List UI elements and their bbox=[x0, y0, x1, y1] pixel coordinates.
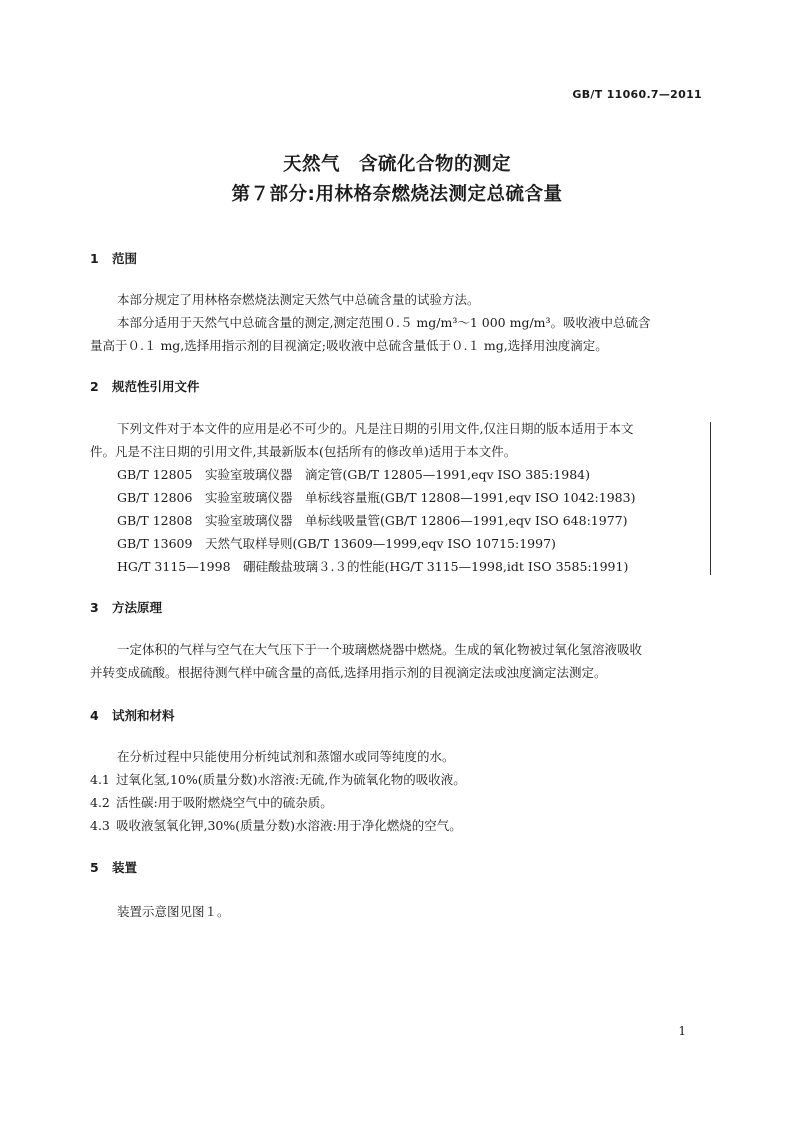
clause-number: 4.3 bbox=[90, 818, 110, 833]
section-1-number: 1 bbox=[90, 251, 99, 266]
section-1-paragraph-2b: 量高于０.１ mg,选择用指示剂的目视滴定;吸收液中总硫含量低于０.１ mg,选择用浊度滴定。 bbox=[90, 338, 608, 353]
section-5-heading bbox=[90, 858, 137, 876]
section-4-title: 试剂和材料 bbox=[112, 708, 175, 723]
section-3-number: 3 bbox=[90, 600, 99, 615]
section-2-paragraph-1a: 下列文件对于本文件的应用是必不可少的。凡是注日期的引用文件,仅注日期的版本适用于本文 bbox=[117, 421, 634, 436]
reference-item: GB/T 12805 实验室玻璃仪器 滴定管(GB/T 12805—1991,eqv ISO 385:1984) bbox=[117, 467, 590, 482]
section-2-heading bbox=[90, 377, 200, 395]
section-1-paragraph-2a: 本部分适用于天然气中总硫含量的测定,测定范围０.５ mg/m³～1 000 mg/m³。吸收液中总硫含 bbox=[117, 315, 651, 330]
reference-item: GB/T 13609 天然气取样导则(GB/T 13609—1999,eqv ISO 10715:1997) bbox=[117, 536, 556, 551]
section-3-paragraph-1a: 一定体积的气样与空气在大气压下于一个玻璃燃烧器中燃烧。生成的氧化物被过氧化氢溶液吸收 bbox=[117, 642, 643, 657]
section-5-title: 装置 bbox=[112, 860, 138, 875]
section-1-heading bbox=[90, 249, 137, 267]
section-2-number: 2 bbox=[90, 379, 99, 394]
clause-text: 过氧化氢,10%(质量分数)水溶液:无硫,作为硫氧化物的吸收液。 bbox=[116, 772, 466, 787]
clause-number: 4.2 bbox=[90, 795, 110, 810]
section-2-paragraph-1b: 件。凡是不注日期的引用文件,其最新版本(包括所有的修改单)适用于本文件。 bbox=[90, 444, 517, 459]
section-5-paragraph-1: 装置示意图见图１。 bbox=[117, 904, 230, 919]
section-3-paragraph-1b: 并转变成硫酸。根据待测气样中硫含量的高低,选择用指示剂的目视滴定法或浊度滴定法测定。 bbox=[90, 665, 607, 680]
title-line-2: 第７部分:用林格奈燃烧法测定总硫含量 bbox=[231, 184, 563, 205]
section-1-title: 范围 bbox=[112, 251, 138, 266]
standard-code: GB/T 11060.7—2011 bbox=[572, 88, 702, 101]
section-3-heading bbox=[90, 598, 162, 616]
clause-text: 吸收液氢氧化钾,30%(质量分数)水溶液:用于净化燃烧的空气。 bbox=[116, 818, 462, 833]
clause-number: 4.1 bbox=[90, 772, 110, 787]
revision-bar bbox=[710, 422, 711, 575]
clause-4-1 bbox=[90, 770, 466, 788]
section-3-title: 方法原理 bbox=[112, 600, 163, 615]
section-4-paragraph-1: 在分析过程中只能使用分析纯试剂和蒸馏水或同等纯度的水。 bbox=[117, 749, 455, 764]
reference-item: HG/T 3115—1998 硼硅酸盐玻璃３.３的性能(HG/T 3115—1998,idt ISO 3585:1991) bbox=[117, 559, 629, 574]
section-4-number: 4 bbox=[90, 708, 99, 723]
section-1-paragraph-1: 本部分规定了用林格奈燃烧法测定天然气中总硫含量的试验方法。 bbox=[117, 292, 480, 307]
page-number: 1 bbox=[678, 1024, 686, 1038]
clause-text: 活性碳:用于吸附燃烧空气中的硫杂质。 bbox=[116, 795, 333, 810]
reference-item: GB/T 12808 实验室玻璃仪器 单标线吸量管(GB/T 12806—1991,eqv ISO 648:1977) bbox=[117, 513, 628, 528]
reference-item: GB/T 12806 实验室玻璃仪器 单标线容量瓶(GB/T 12808—1991,eqv ISO 1042:1983) bbox=[117, 490, 636, 505]
title-line-1: 天然气 含硫化合物的测定 bbox=[282, 154, 511, 175]
section-2-title: 规范性引用文件 bbox=[112, 379, 200, 394]
clause-4-3 bbox=[90, 816, 462, 834]
section-5-number: 5 bbox=[90, 860, 99, 875]
clause-4-2 bbox=[90, 793, 333, 811]
section-4-heading bbox=[90, 706, 175, 724]
